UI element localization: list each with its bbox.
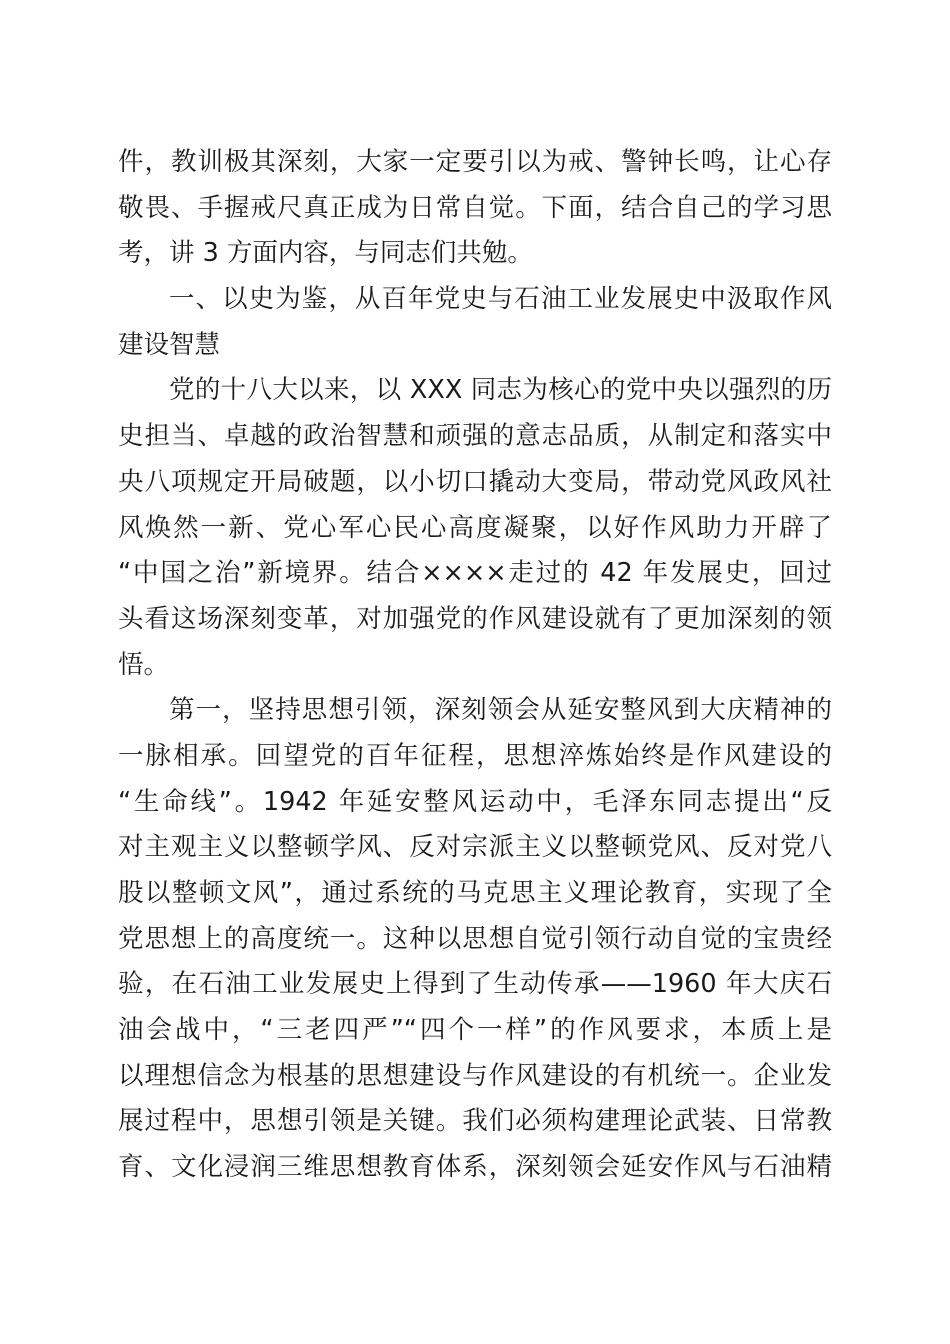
text-line: 以理想信念为根基的思想建设与作风建设的有机统一。企业发 — [118, 1060, 832, 1091]
text-line: 件，教训极其深刻，大家一定要引以为戒、警钟长鸣，让心存 — [118, 147, 832, 177]
text-line: 第一，坚持思想引领，深刻领会从延安整风到大庆精神的 — [169, 695, 832, 726]
text-line: 头看这场深刻变革，对加强党的作风建设就有了更加深刻的领 — [118, 603, 832, 634]
text-line: 验，在石油工业发展史上得到了生动传承——1960 年大庆石 — [118, 969, 832, 1000]
text-line: 敬畏、手握戒尺真正成为日常自觉。下面，结合自己的学习思 — [118, 192, 832, 223]
text-line: 对主观主义以整顿学风、反对宗派主义以整顿党风、反对党八 — [118, 832, 832, 863]
text-line: 一脉相承。回望党的百年征程，思想淬炼始终是作风建设的 — [118, 740, 832, 771]
text-line: 党思想上的高度统一。这种以思想自觉引领行动自觉的宝贵经 — [118, 923, 832, 954]
text-line: 党的十八大以来，以 XXX 同志为核心的党中央以强烈的历 — [169, 375, 832, 406]
text-line: 史担当、卓越的政治智慧和顽强的意志品质，从制定和落实中 — [118, 421, 832, 452]
text-line: 风焕然一新、党心军心民心高度凝聚，以好作风助力开辟了 — [118, 512, 832, 543]
document-body — [118, 140, 832, 1191]
text-line: “生命线”。1942 年延安整风运动中，毛泽东同志提出“反 — [118, 786, 832, 817]
text-line: 股以整顿文风”，通过系统的马克思主义理论教育，实现了全 — [118, 878, 832, 908]
text-line: 育、文化浸润三维思想教育体系，深刻领会延安作风与石油精 — [118, 1152, 832, 1183]
text-line: 展过程中，思想引领是关键。我们必须构建理论武装、日常教 — [118, 1106, 832, 1137]
text-line: 建设智慧 — [118, 329, 221, 360]
text-line: 一、以史为鉴，从百年党史与石油工业发展史中汲取作风 — [169, 284, 832, 315]
text-line: “中国之治”新境界。结合××××走过的 42 年发展史，回过 — [118, 558, 832, 589]
text-line: 悟。 — [118, 649, 170, 680]
text-line: 央八项规定开局破题，以小切口撬动大变局，带动党风政风社 — [118, 466, 832, 497]
text-line: 油会战中，“三老四严”“四个一样”的作风要求，本质上是 — [118, 1015, 832, 1046]
text-line: 考，讲 3 方面内容，与同志们共勉。 — [118, 238, 533, 269]
